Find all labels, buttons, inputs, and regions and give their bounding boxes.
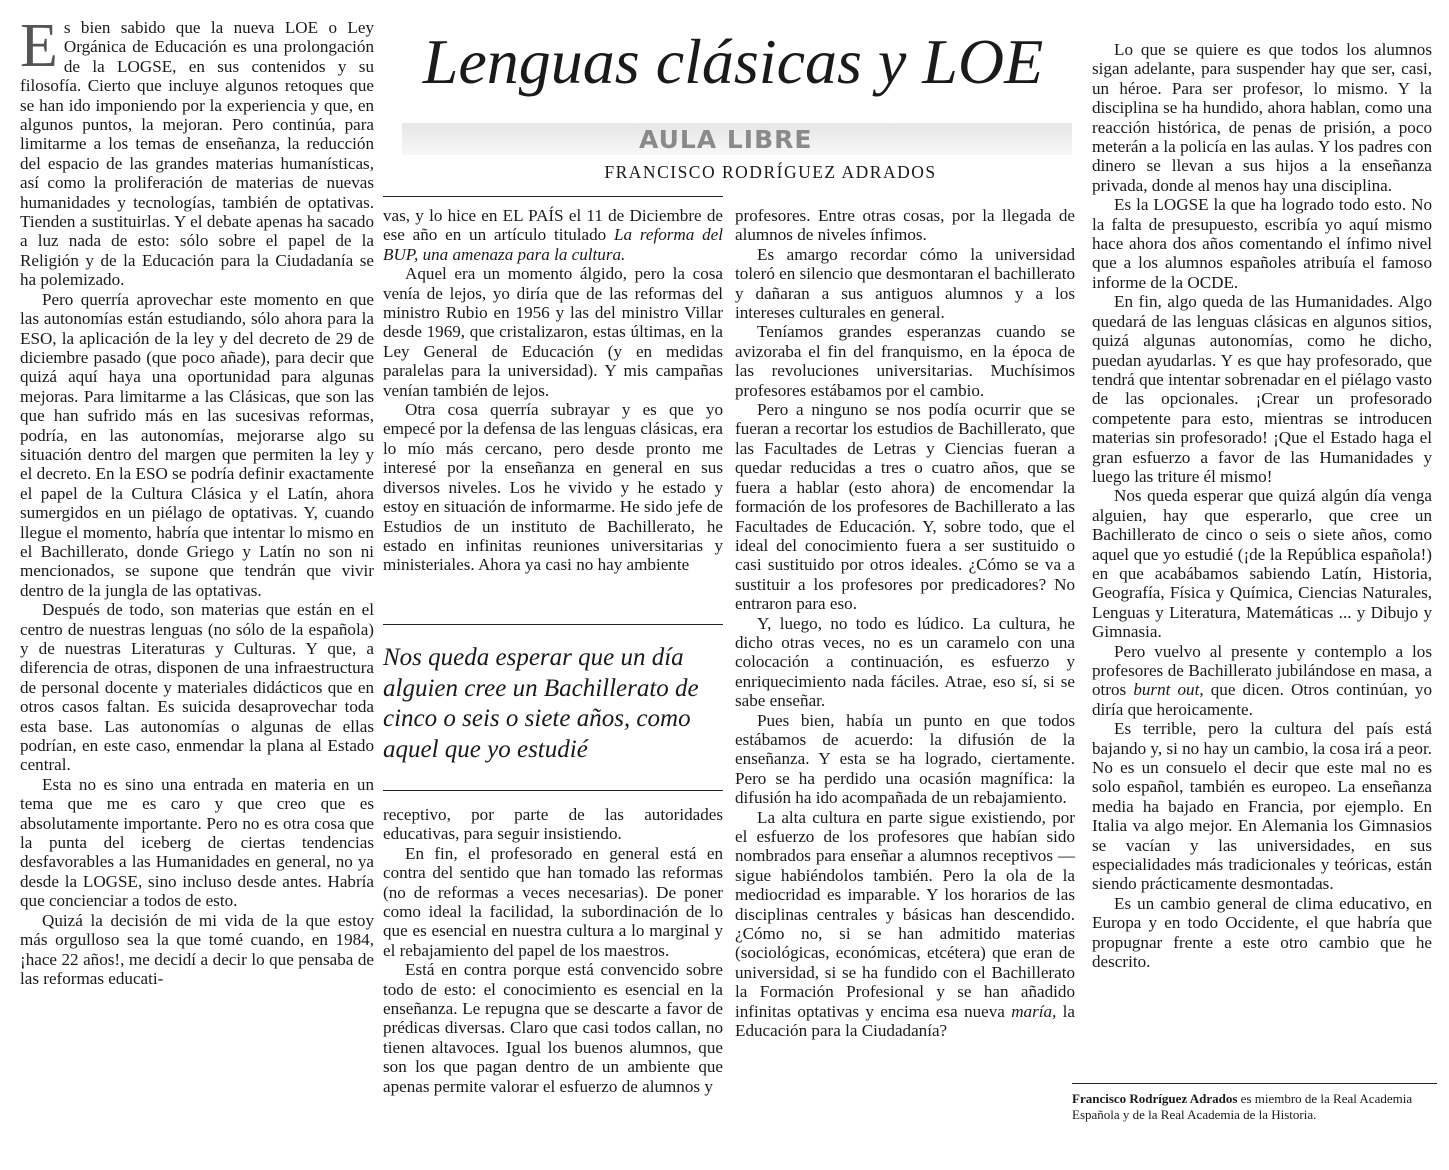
paragraph: profesores. Entre otras cosas, por la llegada de alumnos de niveles ínfimos.	[735, 206, 1075, 245]
paragraph: Nos queda esperar que quizá algún día venga alguien, hay que esperarlo, que cree un Bachillerato de cinco o seis o siete años, como aquel que yo estudié (¡de la República española!) en que acabábamos sabiendo Latín, Historia, Geografía, Física y Química, Ciencias Naturales, Lenguas y Literatura, Matemáticas ... y Dibujo y Gimnasia.	[1092, 486, 1432, 642]
column-2	[383, 206, 723, 575]
paragraph: Esta no es sino una entrada en materia en un tema que me es caro y que creo que es absolutamente importante. Pero no es otra cosa que la punta del iceberg de ciertas tendencias desfavorables a las Humanidades en general, no ya desde la LOGSE, sino incluso desde antes. Habría que concienciar a todos de esto.	[20, 774, 374, 911]
divider	[383, 790, 723, 791]
paragraph: Pero querría aprovechar este momento en que las autonomías están estudiando, sólo ahora para la ESO, la aplicación de la ley y del decreto de 29 de diciembre pasado (que poco añade), para decir que quizá aquí haya una oportunidad para algunas mejoras. Para limitarme a las Clásicas, que son las que han sufrido más en las sucesivas reformas, podría, en las autonomías, mejorarse algo su situación dentro del margen que permiten la ley y el decreto. En la ESO se podría definir exactamente el papel de la Cultura Clásica y el Latín, ahora sumergidos en un piélago de optativas. Y, cuando llegue el momento, habría que intentar lo mismo en el Bachillerato, donde Griego y Latín no son ni mencionados, se supone que tendrán que vivir dentro de la jungla de las optativas.	[20, 289, 374, 600]
paragraph: receptivo, por parte de las autoridades educativas, para seguir insistiendo.	[383, 805, 723, 844]
drop-cap: E	[20, 12, 58, 80]
headline: Lenguas clásicas y LOE	[422, 26, 1044, 97]
paragraph: vas, y lo hice en EL PAÍS el 11 de Diciembre de ese año en un artículo titulado La reforma del BUP, una amenaza para la cultura.	[383, 206, 723, 264]
column-4	[735, 206, 1075, 1040]
pull-quote: Nos queda esperar que un día alguien cree un Bachillerato de cinco o seis o siete años, como aquel que yo estudié	[383, 644, 699, 763]
paragraph: Otra cosa querría subrayar y es que yo empecé por la defensa de las lenguas clásicas, era lo mío más cercano, pero desde pronto me interesé por la enseñanza en general en sus diversos niveles. Los he vivido y he estado y estoy en situación de informarme. He sido jefe de Estudios de un instituto de Bachillerato, he estado en infinitas reuniones universitarias y ministeriales. Ahora ya casi no hay ambiente	[383, 400, 723, 575]
column-3	[383, 805, 723, 1096]
divider	[1072, 1083, 1437, 1084]
section-banner	[402, 123, 1072, 155]
paragraph: Aquel era un momento álgido, pero la cosa venía de lejos, yo diría que de las reformas del ministro Rubio en 1956 y las del ministro Villar desde 1969, que cristalizaron, estas últimas, en la Ley General de Educación (y en medidas paralelas para la universidad). Y mis campañas venían también de lejos.	[383, 264, 723, 400]
paragraph: Quizá la decisión de mi vida de la que estoy más orgulloso sea la que tomé cuando, en 1984, ¡hace 22 años!, me decidí a decir lo que pensaba de las reformas educati-	[20, 910, 374, 988]
paragraph: Es amargo recordar cómo la universidad toleró en silencio que desmontaran el bachillerato y dañaran a sus antiguos alumnos y a los intereses culturales en general.	[735, 244, 1075, 323]
paragraph: En fin, el profesorado en general está en contra del sentido que han tomado las reformas (no de reformas a veces necesarias). De poner como ideal la facilidad, la subordinación de lo que es esencial en nuestra cultura a lo marginal y el rebajamiento del papel de los maestros.	[383, 843, 723, 960]
author-note: Francisco Rodríguez Adrados es miembro de la Real Academia Española y de la Real Academia de la Historia.	[1072, 1091, 1413, 1122]
paragraph: En fin, algo queda de las Humanidades. Algo quedará de las lenguas clásicas en algunos sitios, quizá algunas autonomías, como he dicho, puedan ayudarlas. Y es que hay profesorado, que tendrá que intentar sobrenadar en el piélago vasto de las opcionales. ¡Crear un profesorado competente para esto, mientras se introducen materias sin profesorado! ¡Que el Estado haga el gran esfuerzo a favor de las Humanidades y luego las triture él mismo!	[1092, 292, 1432, 486]
paragraph: Pero a ninguno se nos podía ocurrir que se fueran a recortar los estudios de Bachillerato, que las Facultades de Letras y Ciencias fueran a quedar reducidas a tres o cuatro años, que se fuera a hablar (esto ahora) de encomendar la formación de los profesores de Bachillerato a las Facultades de Educación. Y, sobre todo, que el ideal del conocimiento fuera a ser sustituido o casi sustituido por otros ideales. ¿Cómo se va a sustituir a los profesores por predicadores? No entraron para eso.	[735, 400, 1075, 614]
paragraph: Pero vuelvo al presente y contemplo a los profesores de Bachillerato jubilándose en masa, a otros burnt out, que dicen. Otros continúan, yo diría que heroicamente.	[1092, 641, 1432, 719]
paragraph: Pues bien, había un punto en que todos estábamos de acuerdo: la difusión de la enseñanza. Y esta se ha logrado, ciertamente. Pero se ha perdido una ocasión magnífica: la difusión ha ido acompañada de un rebajamiento.	[735, 710, 1075, 808]
column-1	[20, 12, 374, 988]
paragraph: Es bien sabido que la nueva LOE o Ley Orgánica de Educación es una prolongación de la LOGSE, en sus contenidos y su filosofía. Cierto que incluye algunos retoques que se han ido imponiendo por la experiencia y que, en algunos puntos, la mejoran. Pero continúa, para limitarme a los temas de enseñanza, la reducción del espacio de las grandes materias humanísticas, así como la proliferación de materias de nuevas humanidades y tecnologías, también de optativas. Tienden a sustituirlas. Y el debate apenas ha sacado a luz nada de esto: sólo sobre el papel de la Religión y de la Educación para la Ciudadanía se ha polemizado.	[20, 12, 374, 290]
section-label: AULA LIBRE	[639, 125, 813, 154]
paragraph: Es terrible, pero la cultura del país está bajando y, si no hay un cambio, la cosa irá a peor. No es un consuelo el decir que este mal no es solo español, también es europeo. La enseñanza media ha bajado en Francia, por ejemplo. En Italia va algo mejor. En Alemania los Gimnasios se vacían y las universidades, en sus especialidades más tradicionales y teóricas, están siendo prácticamente desmontadas.	[1092, 719, 1432, 894]
paragraph: Es un cambio general de clima educativo, en Europa y en todo Occidente, el que habría que propugnar frente a este otro cambio que he descrito.	[1092, 893, 1432, 972]
divider	[383, 624, 723, 625]
paragraph: La alta cultura en parte sigue existiendo, por el esfuerzo de los profesores que habían sido nombrados para enseñar a alumnos receptivos —sigue habiéndolos también. Pero la ola de la mediocridad es imparable. Y los horarios de las disciplinas centrales y básicas han descendido. ¿Cómo no, si se han admitido materias (sociológicas, económicas, etcétera) que eran de universidad, si se ha fundido con el Bachillerato la Formación Profesional y se han añadido infinitas optativas y encima esa nueva maría, la Educación para la Ciudadanía?	[735, 807, 1075, 1041]
paragraph: Teníamos grandes esperanzas cuando se avizoraba el fin del franquismo, en la época de las revoluciones universitarias. Muchísimos profesores estábamos por el cambio.	[735, 322, 1075, 400]
paragraph: Lo que se quiere es que todos los alumnos sigan adelante, para suspender hay que ser, casi, un héroe. Para ser profesor, lo mismo. Y la disciplina se ha hundido, ahora hablan, como una reacción histórica, de penas de prisión, a poco meterán a la policía en las aulas. Y los padres con dinero se llevan a sus hijos a la enseñanza privada, donde al menos hay una disciplina.	[1092, 40, 1432, 195]
paragraph: Es la LOGSE la que ha logrado todo esto. No la falta de presupuesto, escribía yo aquí mismo hace ahora dos años comentando el ínfimo nivel que a los alumnos españoles atribuía el famoso informe de la OCDE.	[1092, 195, 1432, 292]
column-5	[1092, 40, 1432, 972]
author-name: Francisco Rodríguez Adrados	[1072, 1091, 1238, 1106]
paragraph: Está en contra porque está convencido sobre todo de esto: el conocimiento es esencial en la enseñanza. Le repugna que se descarte a favor de prédicas diversas. Claro que casi todos callan, no tienen altavoces. Igual los buenos alumnos, que son los que pagan dentro de un ambiente que apenas permite valorar el esfuerzo de alumnos y	[383, 960, 723, 1096]
paragraph: Y, luego, no todo es lúdico. La cultura, he dicho otras veces, no es un caramelo con una colocación a continuación, es esfuerzo y enriquecimiento nada fáciles. Atrae, eso sí, si se sabe enseñar.	[735, 613, 1075, 711]
byline: FRANCISCO RODRÍGUEZ ADRADOS	[604, 162, 937, 182]
divider	[383, 196, 723, 197]
paragraph: Después de todo, son materias que están en el centro de nuestras lenguas (no sólo de la española) y de nuestras Literaturas y Culturas. Y que, a diferencia de otras, disponen de una infraestructura de personal docente y materiales didácticos que en otros casos faltan. Es suicida desaprovechar toda esta base. Las autonomías o algunas de ellas podrían, en este caso, enmendar la plana al Estado central.	[20, 600, 374, 775]
